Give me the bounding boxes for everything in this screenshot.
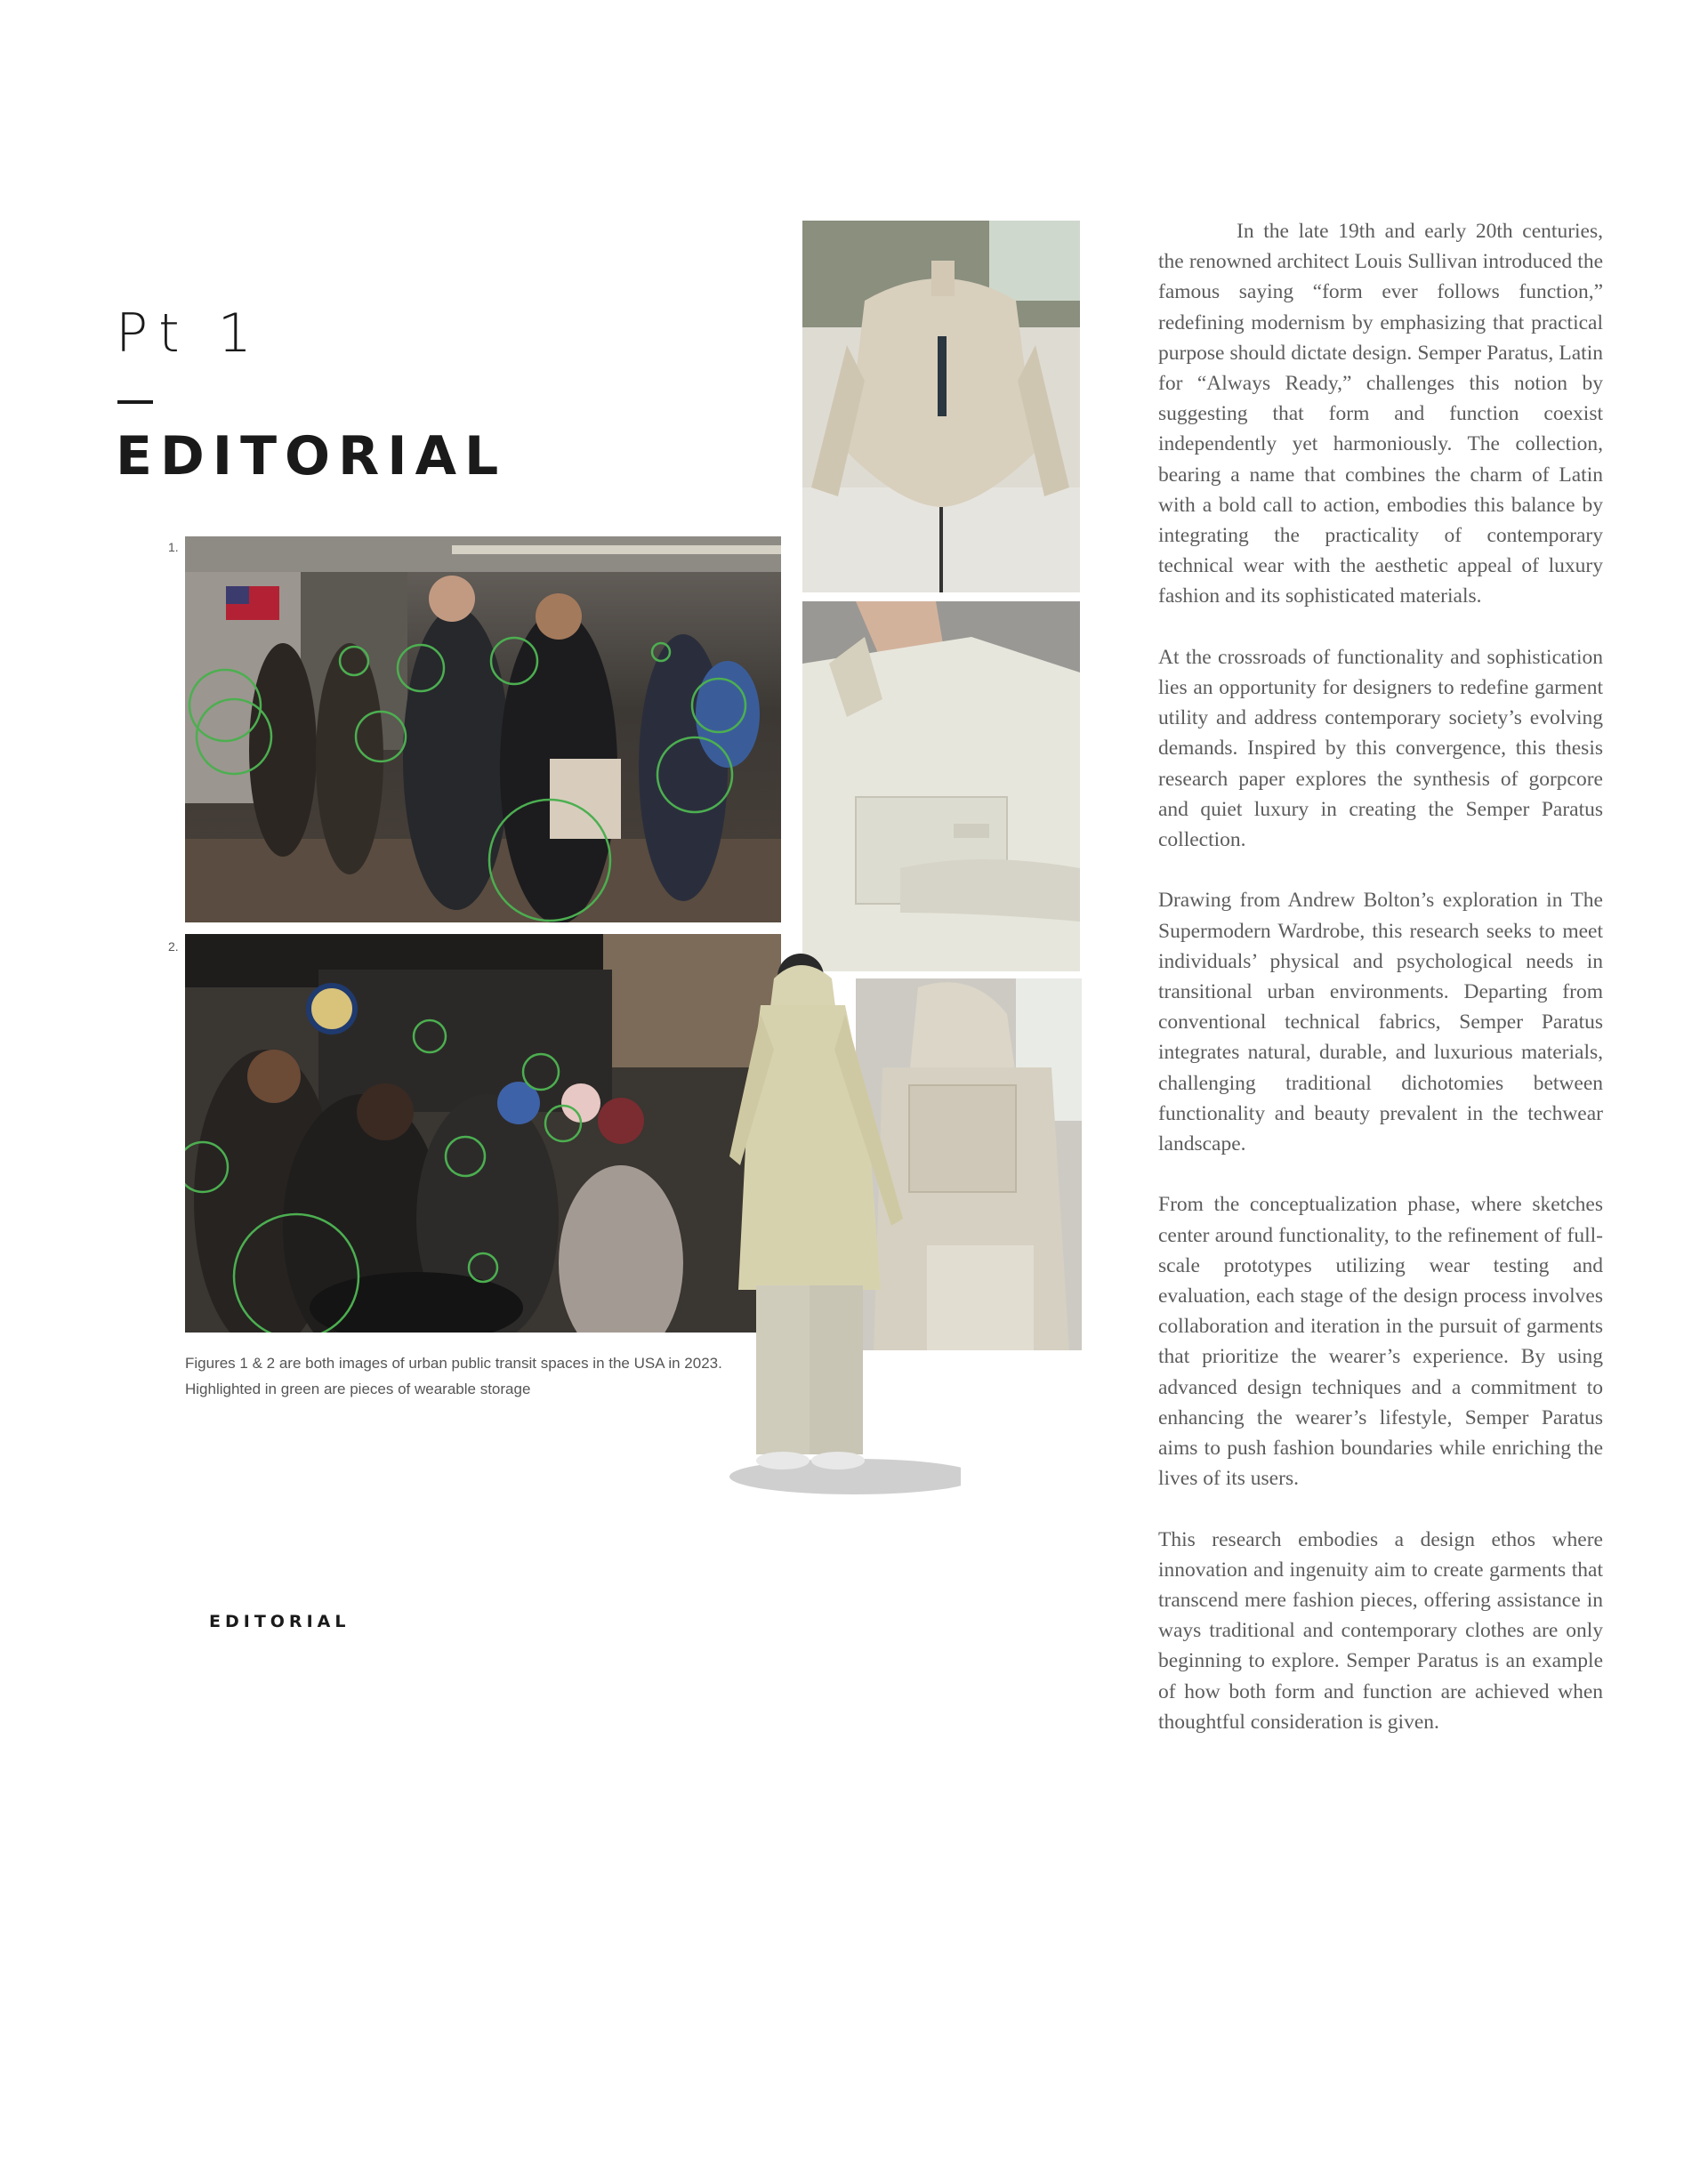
section-title: EDITORIAL [116,425,507,487]
figure-2-number: 2. [168,939,179,954]
jacket-back-photo [802,221,1080,592]
body-paragraph-1: In the late 19th and early 20th centuries, the renowned architect Louis Sullivan introduced the famous saying “form ever follows function,” redefining modernism by emphasizing that practical purpose should dictate design. Semper Paratus, Latin for “Always Ready,” challenges this notion by suggesting that form and function coexist independently yet harmoniously. The collection, bearing a name that combines the charm of Latin with a bold call to action, embodies this balance by integrating the practicality of contemporary technical wear with the aesthetic appeal of luxury fashion and its sophisticated materials. [1158,220,1603,608]
body-paragraph-5: This research embodies a design ethos where innovation and ingenuity aim to create garments that transcend mere fashion pieces, offering assistance in ways traditional and contemporary clothes are only beginning to explore. Semper Paratus is an example of how both form and function are achieved when thoughtful consideration is given. [1158,1527,1603,1734]
footer-section-label: EDITORIAL [209,1612,350,1631]
title-divider [117,400,153,404]
part-label: Pt 1 [116,302,262,365]
avatar-figure-render [676,943,961,1503]
body-paragraph-2: At the crossroads of functionality and sophistication lies an opportunity for designers to redefine garment utility and address contemporary society’s evolving demands. Inspired by this convergence, this thesis research paper explores the synthesis of gorpcore and quiet luxury in creating the Semper Paratus collection. [1158,645,1603,852]
body-paragraph-3: Drawing from Andrew Bolton’s exploration in The Supermodern Wardrobe, this research seeks to meet individuals’ physical and psychological needs in transitional urban environments. Departing from conventional technical fabrics, Semper Paratus integrates natural, durable, and luxurious materials, challenging traditional dichotomies between functionality and beauty prevalent in the techwear landscape. [1158,889,1603,1156]
body-paragraph-4: From the conceptualization phase, where sketches center around functionality, to the refinement of full-scale prototypes utilizing wear testing and evaluation, each stage of the design process involves collaboration and iteration in the pursuit of garments that prioritize the wearer’s experience. By using advanced design techniques and a commitment to enhancing the wearer’s lifestyle, Semper Paratus aims to push fashion boundaries while enriching the lives of its users. [1158,1193,1603,1491]
figure-1-subway-photo [185,536,781,922]
caption-line-1: Figures 1 & 2 are both images of urban public transit spaces in the USA in 2023. [185,1355,722,1372]
caption-line-2: Highlighted in green are pieces of wearable storage [185,1381,531,1397]
editorial-body [1158,216,1603,1767]
jacket-collar-photo [802,601,1080,971]
figure-caption [185,1350,754,1402]
figure-1-number: 1. [168,540,179,554]
